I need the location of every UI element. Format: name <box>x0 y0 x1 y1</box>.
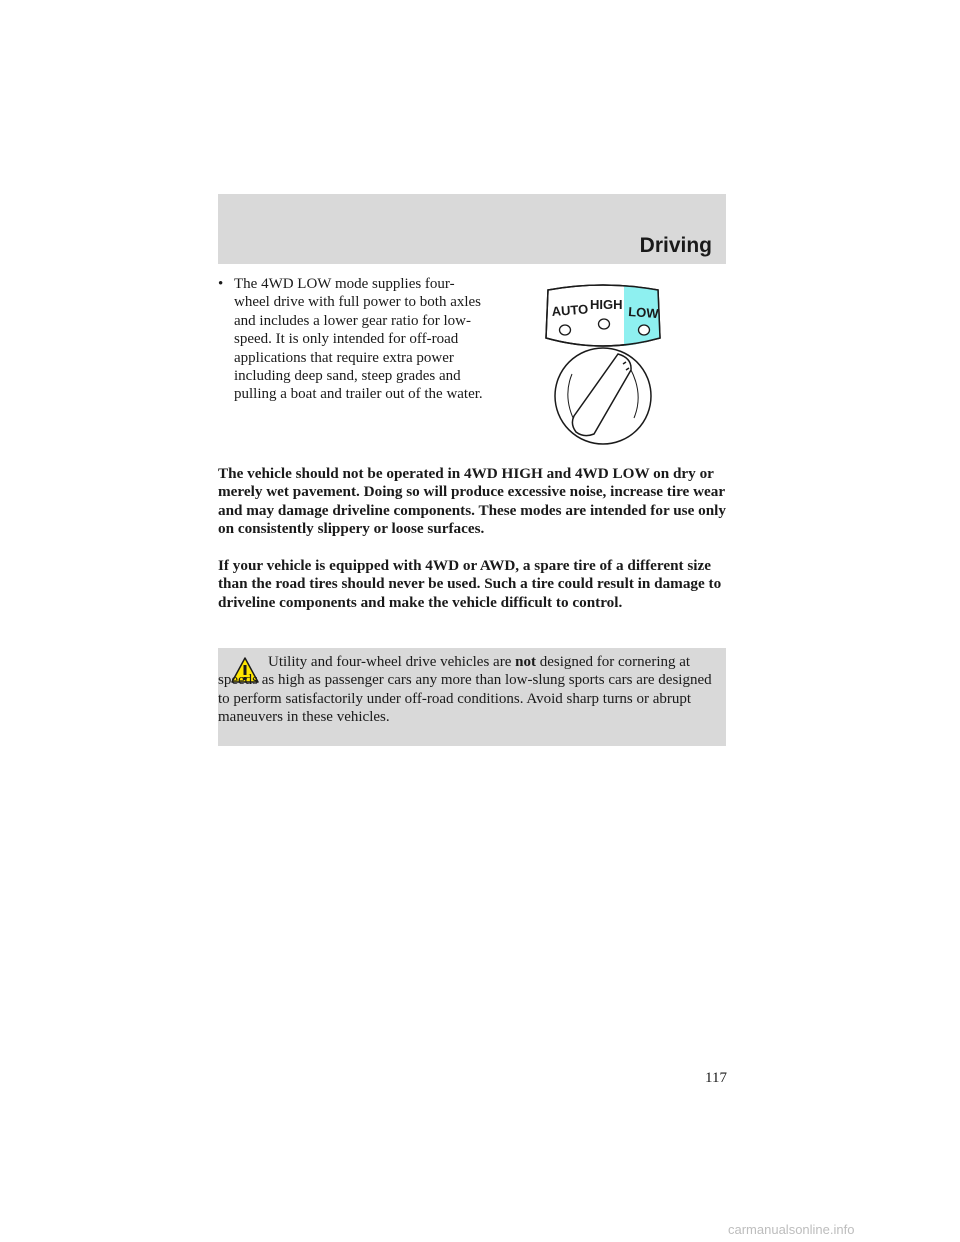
bullet-item <box>218 275 488 404</box>
warning-text <box>218 653 712 727</box>
auto-label: AUTO <box>551 301 589 319</box>
selector-drawing <box>540 278 666 448</box>
low-indicator <box>639 325 650 335</box>
section-header <box>218 194 726 264</box>
warning-text-after: designed for cornering at speeds as high as passenger cars any more than low-slung sports cars are designed to perform satisfactorily under off-road conditions. Avoid sharp turns or abrupt maneuvers in these vehicles. <box>218 654 712 726</box>
section-title: Driving <box>639 234 712 257</box>
paragraph-pavement-warning: The vehicle should not be operated in 4WD HIGH and 4WD LOW on dry or merely wet pavement. Doing so will produce excessive noise, increase tire wear and may damage driveline components. These modes are intended for use only on consistently slippery or loose surfaces. <box>218 465 726 538</box>
paragraph-spare-tire: If your vehicle is equipped with 4WD or AWD, a spare tire of a different size than the road tires should never be used. Such a tire could result in damage to driveline components and make the vehicle difficult to control. <box>218 557 722 611</box>
high-label: HIGH <box>590 297 623 312</box>
4wd-mode-selector-illustration <box>540 278 666 448</box>
warning-emphasis: not <box>515 654 536 670</box>
bullet-text: The 4WD LOW mode supplies four-wheel drive with full power to both axles and includes a lower gear ratio for low-speed. It is only intended for off-road applications that require extra power including deep sand, steep grades and pulling a boat and trailer out of the water. <box>234 276 483 403</box>
bullet-marker: • <box>218 276 224 292</box>
watermark: carmanualsonline.info <box>728 1222 855 1237</box>
warning-text-before: Utility and four-wheel drive vehicles are <box>268 654 516 670</box>
high-indicator <box>599 319 610 329</box>
warning-box <box>218 648 726 746</box>
page-number: 117 <box>705 1070 727 1086</box>
auto-indicator <box>560 325 571 335</box>
low-label: LOW <box>627 304 660 322</box>
